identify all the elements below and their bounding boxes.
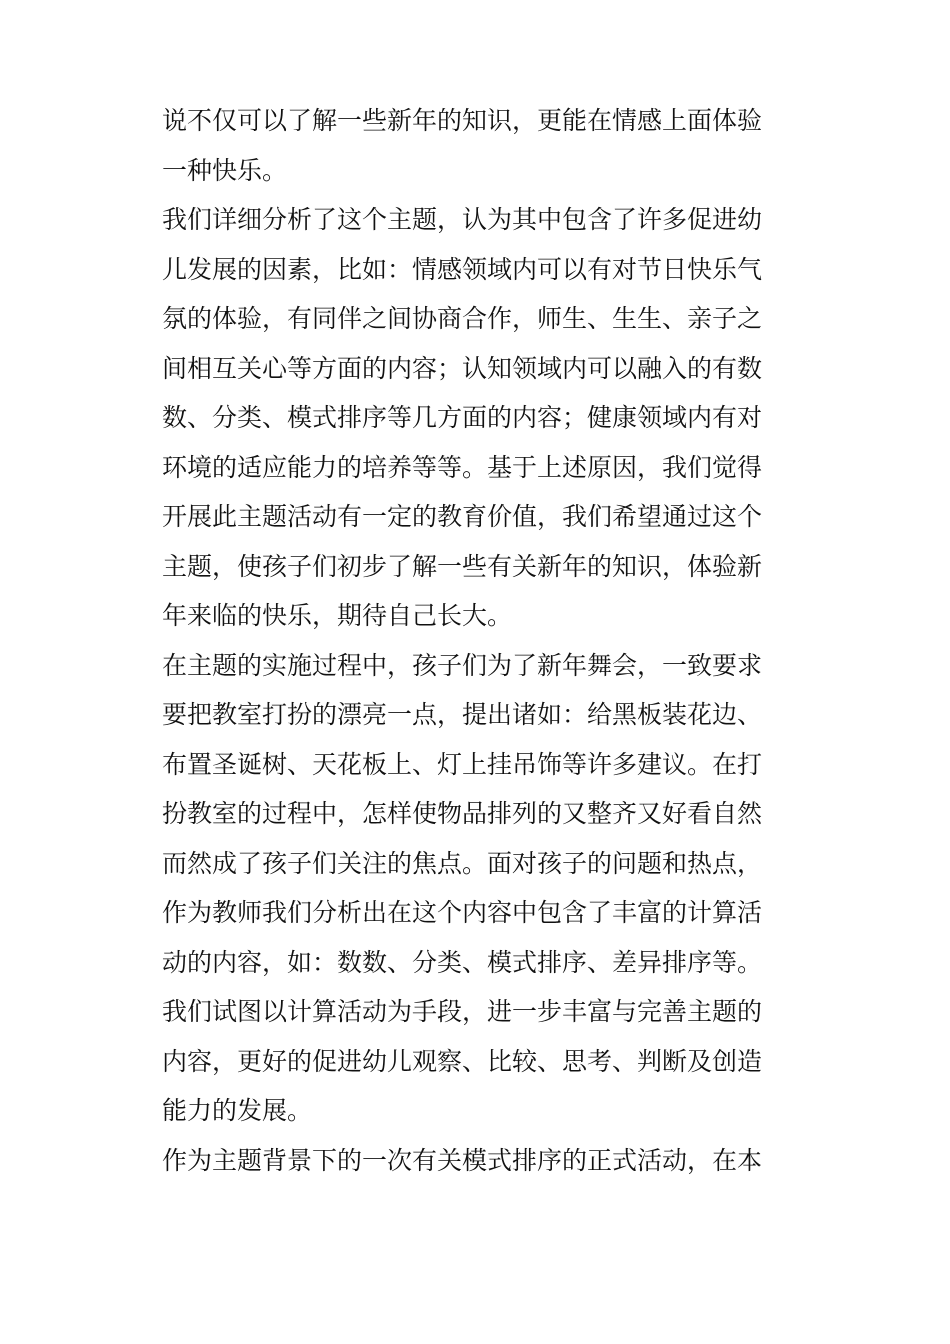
- text-line: 主题，使孩子们初步了解一些有关新年的知识，体验新: [162, 551, 763, 581]
- text-line: 氛的体验，有同伴之间协商合作，师生、生生、亲子之: [162, 304, 763, 333]
- text-line: 我们试图以计算活动为手段，进一步丰富与完善主题的: [162, 997, 763, 1026]
- text-line: 作为教师我们分析出在这个内容中包含了丰富的计算活: [162, 898, 763, 927]
- text-line: 扮教室的过程中，怎样使物品排列的又整齐又好看自然: [162, 799, 763, 828]
- text-line: 能力的发展。: [162, 1096, 313, 1125]
- text-line: 作为主题背景下的一次有关模式排序的正式活动，在本: [162, 1145, 763, 1175]
- text-line: 我们详细分析了这个主题，认为其中包含了许多促进幼: [162, 205, 763, 234]
- text-line: 而然成了孩子们关注的焦点。面对孩子的问题和热点，: [162, 848, 763, 878]
- text-line: 动的内容，如：数数、分类、模式排序、差异排序等。: [162, 947, 763, 977]
- text-line: 一种快乐。: [162, 155, 288, 185]
- text-line: 内容，更好的促进幼儿观察、比较、思考、判断及创造: [162, 1046, 763, 1076]
- text-line: 在主题的实施过程中，孩子们为了新年舞会，一致要求: [162, 650, 763, 680]
- text-line: 间相互关心等方面的内容；认知领域内可以融入的有数: [162, 353, 763, 383]
- text-line: 要把教室打扮的漂亮一点，提出诸如：给黑板装花边、: [162, 700, 763, 729]
- document-body-text: [162, 96, 782, 1185]
- text-line: 数、分类、模式排序等几方面的内容；健康领域内有对: [162, 403, 763, 432]
- text-line: 儿发展的因素，比如：情感领域内可以有对节日快乐气: [162, 254, 763, 284]
- text-line: 布置圣诞树、天花板上、灯上挂吊饰等许多建议。在打: [162, 749, 763, 779]
- text-line: 说不仅可以了解一些新年的知识，更能在情感上面体验: [162, 106, 763, 135]
- text-line: 开展此主题活动有一定的教育价值，我们希望通过这个: [162, 502, 763, 531]
- text-line: 年来临的快乐，期待自己长大。: [162, 601, 513, 630]
- text-line: 环境的适应能力的培养等等。基于上述原因，我们觉得: [162, 452, 763, 482]
